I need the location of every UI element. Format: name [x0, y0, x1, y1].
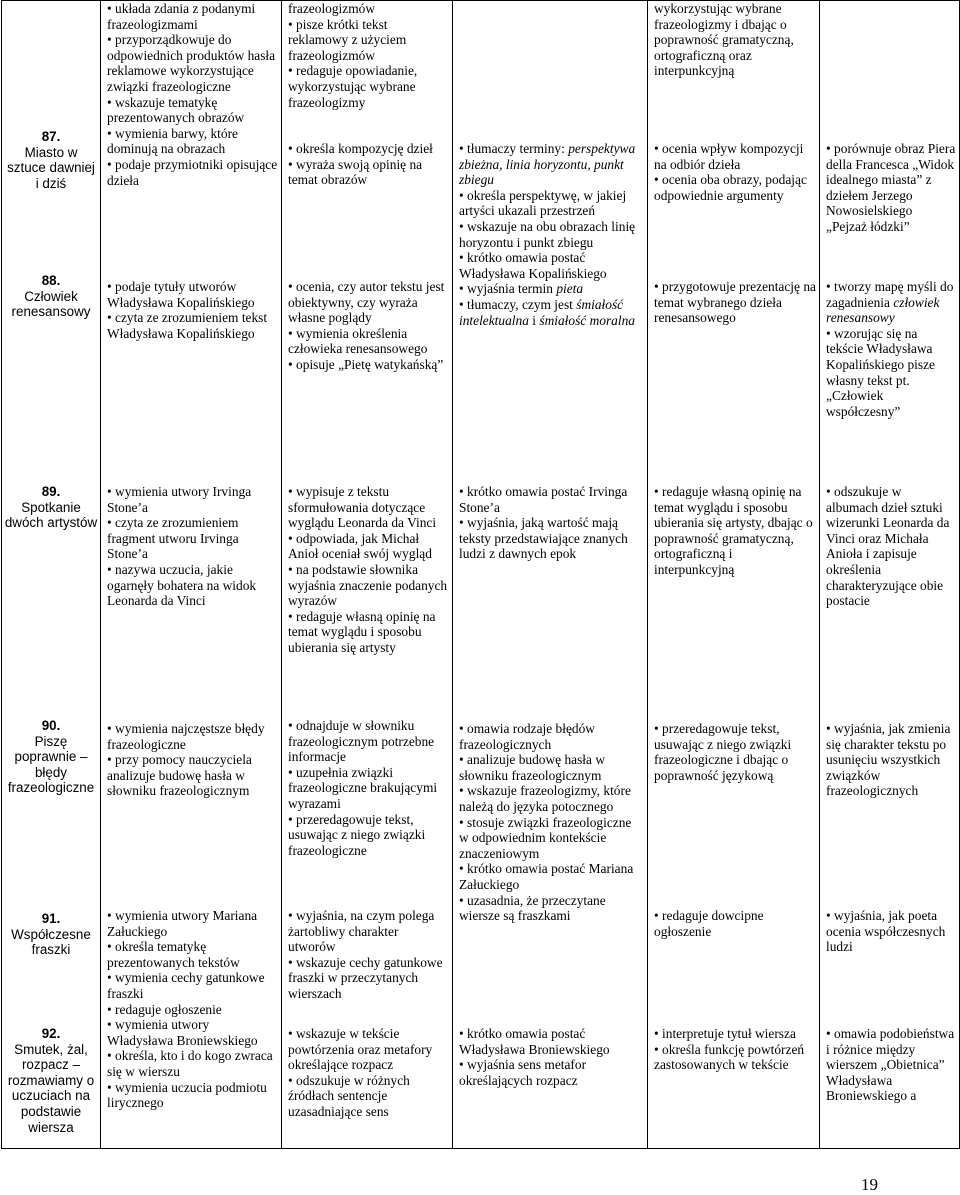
list-item: wykorzystując wybrane frazeologizmy i dbając o poprawność gramatyczną, ortograficzną oraz interpunkcyjną	[654, 1, 794, 79]
list-item: • redaguje ogłoszenie	[107, 1002, 278, 1018]
list-item: • stosuje związki frazeologiczne w odpowiednim kontekście znaczeniowym	[459, 815, 644, 862]
list-item: • pisze krótki tekst reklamowy z użyciem frazeologizmów	[288, 17, 449, 64]
list-item: • określa tematykę prezentowanych tekstów	[107, 939, 278, 970]
list-item: • odszukuje w albumach dzieł sztuki wizerunki Leonarda da Vinci oraz Michała Anioła i zapisuje określenia charakteryzujące obie postacie	[826, 484, 956, 609]
list-item: • krótko omawia postać Mariana Załuckiego	[459, 861, 644, 892]
list-item: • wzorując się na tekście Władysława Kopalińskiego pisze własny tekst pt. „Człowiek współczesny”	[826, 326, 956, 420]
lesson-92: 92. Smutek, żal, rozpacz – rozmawiamy o uczuciach na podstawie wiersza	[7, 1026, 95, 1135]
list-item: • uzasadnia, że przeczytane wiersze są fraszkami	[459, 893, 644, 924]
list-item: • nazywa uczucia, jakie ogarnęły bohatera na widok Leonarda da Vinci	[107, 562, 278, 609]
list-item: • wymienia utwory Mariana Załuckiego	[107, 908, 278, 939]
col1-group-87	[107, 1, 278, 188]
col3-group-90-91	[459, 721, 644, 924]
list-item: • wyjaśnia, jak poeta ocenia współczesnych ludzi	[826, 908, 956, 955]
lesson-91: 91. Współczesne fraszki	[11, 911, 91, 958]
list-item: • wyjaśnia, jaką wartość mają teksty przedstawiające znanych ludzi z dawnych epok	[459, 515, 644, 562]
list-item: frazeologizmów	[288, 1, 375, 16]
list-item: • podaje tytuły utworów Władysława Kopalińskiego	[107, 279, 278, 310]
curriculum-table	[1, 0, 960, 1149]
col1-group-90	[107, 721, 278, 799]
lesson-88: 88. Człowiek renesansowy	[11, 273, 91, 320]
col5-group-88	[826, 279, 956, 419]
list-item: • czyta ze zrozumieniem fragment utworu Irvinga Stone’a	[107, 515, 278, 562]
col5-group-87	[826, 141, 956, 235]
list-item: • wymienia określenia człowieka renesansowego	[288, 326, 449, 357]
list-item: • przeredagowuje tekst, usuwając z niego związki frazeologiczne	[288, 812, 449, 859]
col2-group-92	[288, 1026, 449, 1120]
col3-group-87-88	[459, 141, 644, 328]
list-item: • wyraża swoją opinię na temat obrazów	[288, 157, 449, 188]
lesson-87: 87. Miasto w sztuce dawniej i dziś	[7, 129, 95, 191]
col2-group-87b	[288, 141, 449, 188]
list-item: • tłumaczy, czym jest śmiałość intelektualna i śmiałość moralna	[459, 297, 644, 328]
list-item: • wskazuje frazeologizmy, które należą do języka potocznego	[459, 783, 644, 814]
list-item: • przy pomocy nauczyciela analizuje budowę hasła w słowniku frazeologicznym	[107, 752, 278, 799]
list-item: • odnajduje w słowniku frazeologicznym potrzebne informacje	[288, 718, 449, 765]
requirements-column-3	[453, 1, 648, 1149]
lesson-90: 90. Piszę poprawnie – błędy frazeologiczne	[7, 718, 95, 796]
page-number: 19	[861, 1175, 878, 1194]
col4-group-87	[654, 141, 816, 203]
list-item: • interpretuje tytuł wiersza	[654, 1026, 816, 1042]
list-item: • redaguje własną opinię na temat wyglądu i sposobu ubierania się artysty	[288, 609, 449, 656]
col4-group-89	[654, 484, 816, 578]
requirements-column-4	[648, 1, 820, 1149]
list-item: • wyjaśnia, jak zmienia się charakter tekstu po usunięciu wszystkich związków frazeologicznych	[826, 721, 956, 799]
list-item: • wyjaśnia, na czym polega żartobliwy charakter utworów	[288, 908, 449, 955]
list-item: • wypisuje z tekstu sformułowania dotyczące wyglądu Leonarda da Vinci	[288, 484, 449, 531]
list-item: • ocenia, czy autor tekstu jest obiektywny, czy wyraża własne poglądy	[288, 279, 449, 326]
list-item: • określa perspektywę, w jakiej artyści ukazali przestrzeń	[459, 188, 644, 219]
list-item: • tłumaczy terminy: perspektywa zbieżna, linia horyzontu, punkt zbiegu	[459, 141, 644, 188]
list-item: • analizuje budowę hasła w słowniku frazeologicznym	[459, 752, 644, 783]
col4-group-top	[654, 1, 816, 79]
list-item: • określa funkcję powtórzeń zastosowanych w tekście	[654, 1042, 816, 1073]
list-item: • omawia podobieństwa i różnice między wierszem „Obietnica” Władysława Broniewskiego a	[826, 1026, 956, 1104]
list-item: • układa zdania z podanymi frazeologizmami	[107, 1, 278, 32]
list-item: • opisuje „Pietę watykańską”	[288, 357, 449, 373]
list-item: • określa kompozycję dzieł	[288, 141, 449, 157]
list-item: • wyjaśnia termin pieta	[459, 281, 644, 297]
list-item: • określa, kto i do kogo zwraca się w wierszu	[107, 1048, 278, 1079]
list-item: • wskazuje tematykę prezentowanych obrazów	[107, 95, 278, 126]
list-item: • czyta ze zrozumieniem tekst Władysława Kopalińskiego	[107, 310, 278, 341]
list-item: • krótko omawia postać Władysława Kopalińskiego	[459, 250, 644, 281]
list-item: • wymienia uczucia podmiotu lirycznego	[107, 1080, 278, 1111]
col1-group-88	[107, 279, 278, 341]
list-item: • porównuje obraz Piera della Francesca „Widok idealnego miasta” z dziełem Jerzego Nowosielskiego „Pejzaż łódzki”	[826, 141, 956, 235]
col4-group-92	[654, 1026, 816, 1073]
col2-group-87	[288, 1, 449, 110]
list-item: • ocenia oba obrazy, podając odpowiednie argumenty	[654, 172, 816, 203]
col4-group-88	[654, 279, 816, 326]
list-item: • wskazuje na obu obrazach linię horyzontu i punkt zbiegu	[459, 219, 644, 250]
list-item: • odpowiada, jak Michał Anioł oceniał swój wygląd	[288, 531, 449, 562]
col3-group-89	[459, 484, 644, 562]
list-item: • uzupełnia związki frazeologiczne brakującymi wyrazami	[288, 765, 449, 812]
list-item: • wskazuje w tekście powtórzenia oraz metafory określające rozpacz	[288, 1026, 449, 1073]
col5-group-91	[826, 908, 956, 955]
list-item: • omawia rodzaje błędów frazeologicznych	[459, 721, 644, 752]
list-item: • krótko omawia postać Władysława Broniewskiego	[459, 1026, 644, 1057]
col1-group-89	[107, 484, 278, 609]
lesson-column	[2, 1, 101, 1149]
col1-group-91-92	[107, 908, 278, 1111]
col2-group-88	[288, 279, 449, 373]
list-item: • redaguje opowiadanie, wykorzystując wybrane frazeologizmy	[288, 63, 449, 110]
list-item: • odszukuje w różnych źródłach sentencje uzasadniające sens	[288, 1073, 449, 1120]
col4-group-91	[654, 908, 816, 939]
list-item: • wymienia utwory Irvinga Stone’a	[107, 484, 278, 515]
col2-group-89	[288, 484, 449, 656]
list-item: • wyjaśnia sens metafor określających rozpacz	[459, 1057, 644, 1088]
lesson-89: 89. Spotkanie dwóch artystów	[4, 484, 98, 531]
list-item: • na podstawie słownika wyjaśnia znaczenie podanych wyrazów	[288, 562, 449, 609]
col5-group-89	[826, 484, 956, 609]
list-item: • krótko omawia postać Irvinga Stone’a	[459, 484, 644, 515]
list-item: • wymienia barwy, które dominują na obrazach	[107, 126, 278, 157]
col2-group-90	[288, 718, 449, 858]
list-item: • podaje przymiotniki opisujące dzieła	[107, 157, 278, 188]
col5-group-90	[826, 721, 956, 799]
list-item: • redaguje własną opinię na temat wyglądu i sposobu ubierania się artysty, dbając o poprawność gramatyczną, ortograficzną i interpunkcyjną	[654, 484, 816, 578]
list-item: • przeredagowuje tekst, usuwając z niego związki frazeologiczne i dbając o poprawność językową	[654, 721, 816, 783]
col2-group-91	[288, 908, 449, 1002]
requirements-column-5	[820, 1, 960, 1149]
requirements-column-2	[282, 1, 453, 1149]
list-item: • wymienia najczęstsze błędy frazeologiczne	[107, 721, 278, 752]
list-item: • przygotowuje prezentację na temat wybranego dzieła renesansowego	[654, 279, 816, 326]
list-item: • redaguje dowcipne ogłoszenie	[654, 908, 816, 939]
col5-group-92	[826, 1026, 956, 1104]
list-item: • przyporządkowuje do odpowiednich produktów hasła reklamowe wykorzystujące związki frazeologiczne	[107, 32, 278, 94]
list-item: • ocenia wpływ kompozycji na odbiór dzieła	[654, 141, 816, 172]
list-item: • wymienia cechy gatunkowe fraszki	[107, 970, 278, 1001]
list-item: • wskazuje cechy gatunkowe fraszki w przeczytanych wierszach	[288, 955, 449, 1002]
col3-group-92	[459, 1026, 644, 1088]
col4-group-90	[654, 721, 816, 783]
list-item: • tworzy mapę myśli do zagadnienia człowiek renesansowy	[826, 279, 956, 326]
list-item: • wymienia utwory Władysława Broniewskiego	[107, 1017, 278, 1048]
requirements-column-1	[101, 1, 282, 1149]
